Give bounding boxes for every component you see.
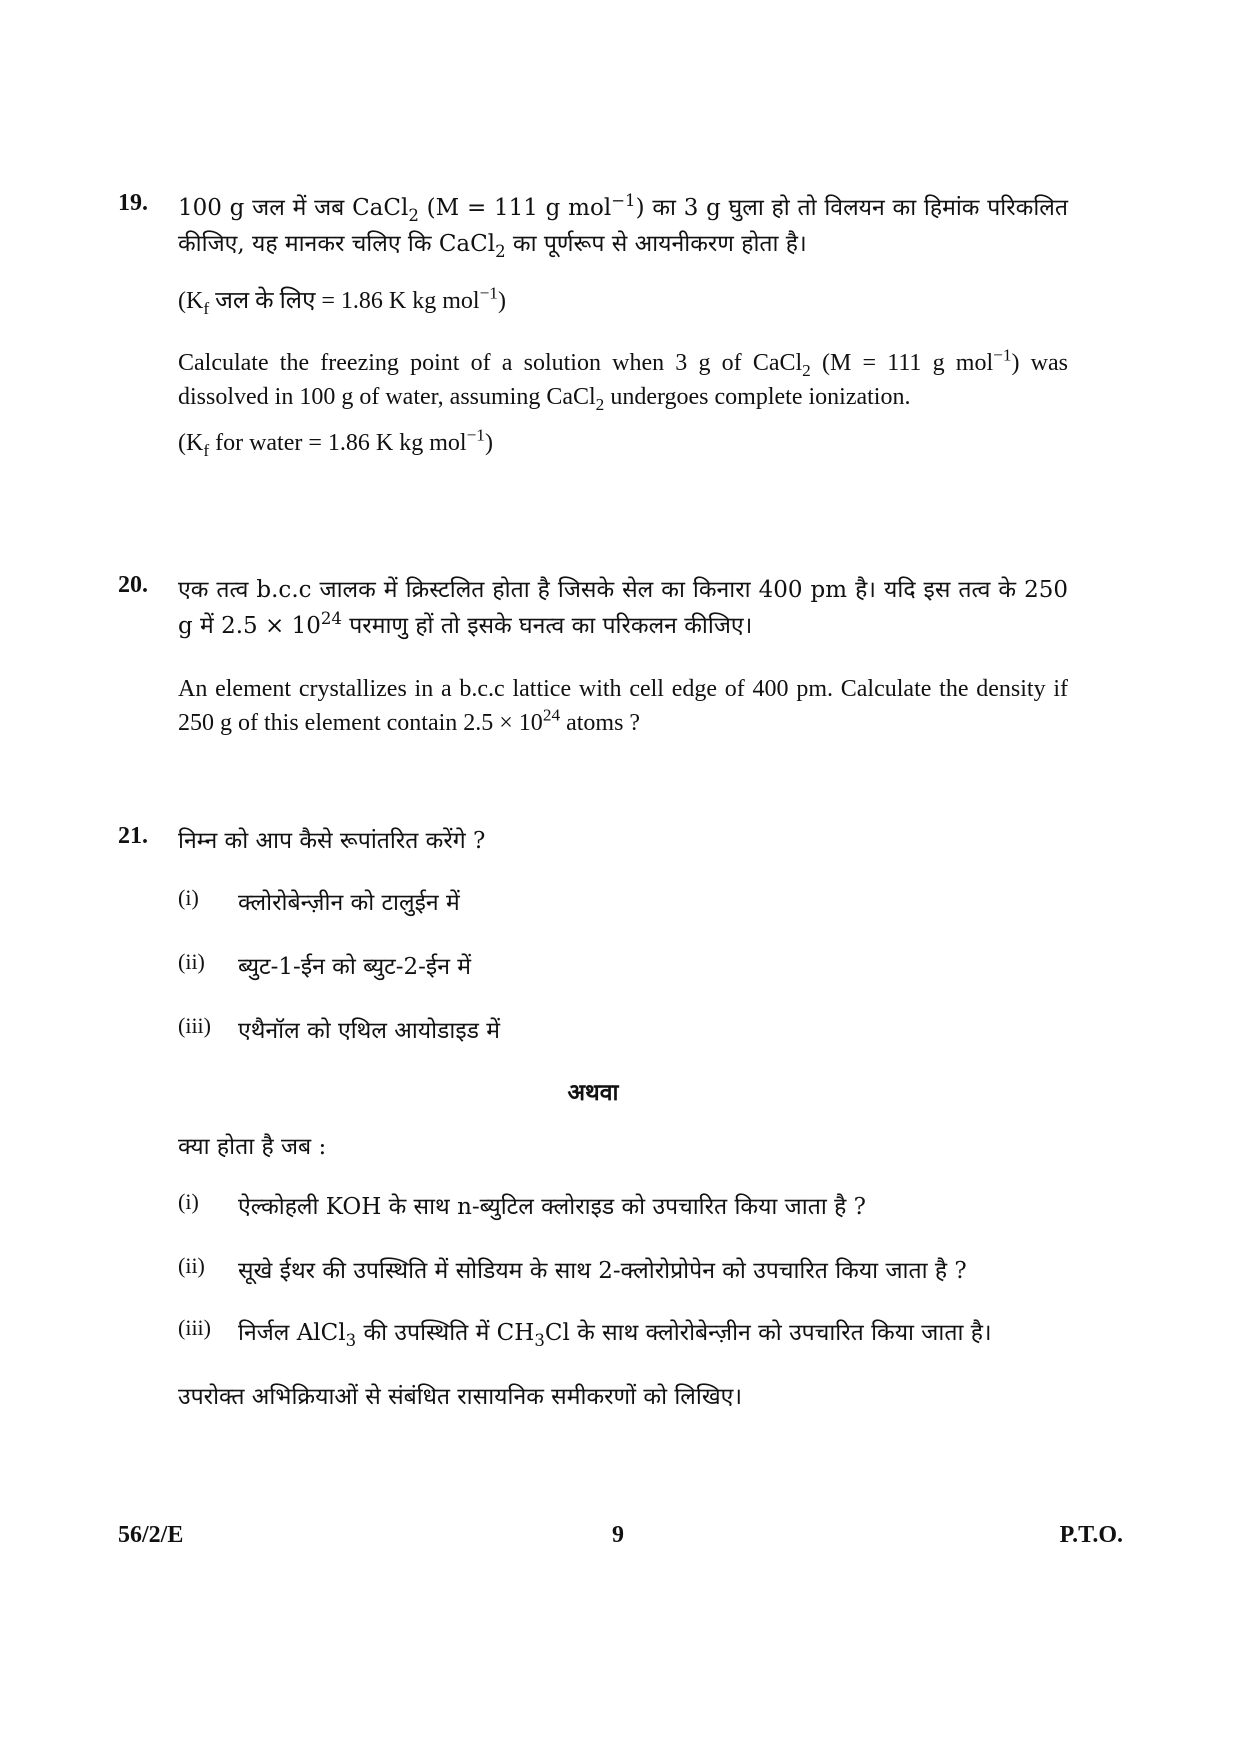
question-20-hindi: एक तत्व b.c.c जालक में क्रिस्टलित होता है जिसके सेल का किनारा 400 pm है। यदि इस तत्व के 250 g में $2.5 \times 10^{24}$ परमाणु हों तो इसके घनत्व का परिकलन कीजिए। bbox=[178, 577, 1068, 639]
item-label: (i) bbox=[178, 885, 199, 910]
question-19-english: Calculate the freezing point of a solution when 3 g of CaCl$_2$ (M = 111 g mol$^{-1}$) was dissolved in 100 g of water, assuming CaCl$_2$ undergoes complete ionization. bbox=[178, 345, 1069, 415]
list-item bbox=[178, 949, 1068, 985]
item-label: (i) bbox=[178, 1189, 199, 1214]
question-19-hindi-constant: ($K_f$ जल के लिए = 1.86 K kg mol$^{-1}$) bbox=[178, 283, 506, 319]
closing-instruction: उपरोक्त अभिक्रियाओं से संबंधित रासायनिक समीकरणों को लिखिए। bbox=[178, 1384, 743, 1410]
item-text: सूखे ईथर की उपस्थिति में सोडियम के साथ 2-क्लोरोप्रोपेन को उपचारित किया जाता है ? bbox=[238, 1258, 967, 1284]
item-label: (ii) bbox=[178, 949, 205, 974]
item-label: (iii) bbox=[178, 1315, 211, 1340]
item-text: एथैनॉल को एथिल आयोडाइड में bbox=[238, 1018, 500, 1044]
question-number: 20. bbox=[118, 572, 148, 598]
paper-code: 56/2/E bbox=[118, 1522, 184, 1548]
item-text: ब्युट-1-ईन को ब्युट-2-ईन में bbox=[238, 954, 472, 980]
or-heading: अथवा bbox=[567, 1079, 619, 1106]
or-intro: क्या होता है जब : bbox=[178, 1134, 327, 1160]
question-19-english-constant: ($K_f$ for water = 1.86 K kg mol$^{-1}$) bbox=[178, 425, 493, 461]
item-label: (iii) bbox=[178, 1013, 211, 1038]
question-19 bbox=[118, 190, 1068, 460]
question-20 bbox=[118, 572, 1068, 740]
page-number: 9 bbox=[612, 1522, 624, 1548]
question-21-intro: निम्न को आप कैसे रूपांतरित करेंगे ? bbox=[178, 828, 486, 854]
item-text: ऐल्कोहली KOH के साथ n-ब्युटिल क्लोराइड को उपचारित किया जाता है ? bbox=[238, 1194, 866, 1220]
item-text: निर्जल AlCl$_3$ की उपस्थिति में $CH_3Cl$ के साथ क्लोरोबेन्ज़ीन को उपचारित किया जाता है। bbox=[238, 1320, 992, 1350]
question-21 bbox=[118, 823, 1068, 1415]
question-number: 21. bbox=[118, 823, 148, 849]
question-number: 19. bbox=[118, 190, 148, 216]
list-item bbox=[178, 1189, 1068, 1225]
list-item bbox=[178, 1013, 1068, 1049]
list-item bbox=[178, 885, 1068, 921]
list-item bbox=[178, 1253, 1068, 1289]
page-footer bbox=[118, 1522, 1123, 1556]
list-item bbox=[178, 1315, 1068, 1351]
item-text: क्लोरोबेन्ज़ीन को टालुईन में bbox=[238, 890, 460, 916]
item-label: (ii) bbox=[178, 1253, 205, 1278]
question-19-hindi: 100 g जल में जब CaCl$_2$ (M = 111 g mol$^{-1}$) का 3 g घुला हो तो विलयन का हिमांक परिकलित कीजिए, यह मानकर चलिए कि CaCl$_2$ का पूर्णरूप से आयनीकरण होता है। bbox=[178, 190, 1068, 261]
pto-label: P.T.O. bbox=[1059, 1522, 1123, 1548]
question-20-english: An element crystallizes in a b.c.c lattice with cell edge of 400 pm. Calculate the density if 250 g of this element contain $2.5 \times 10^{24}$ atoms ? bbox=[178, 676, 1068, 736]
